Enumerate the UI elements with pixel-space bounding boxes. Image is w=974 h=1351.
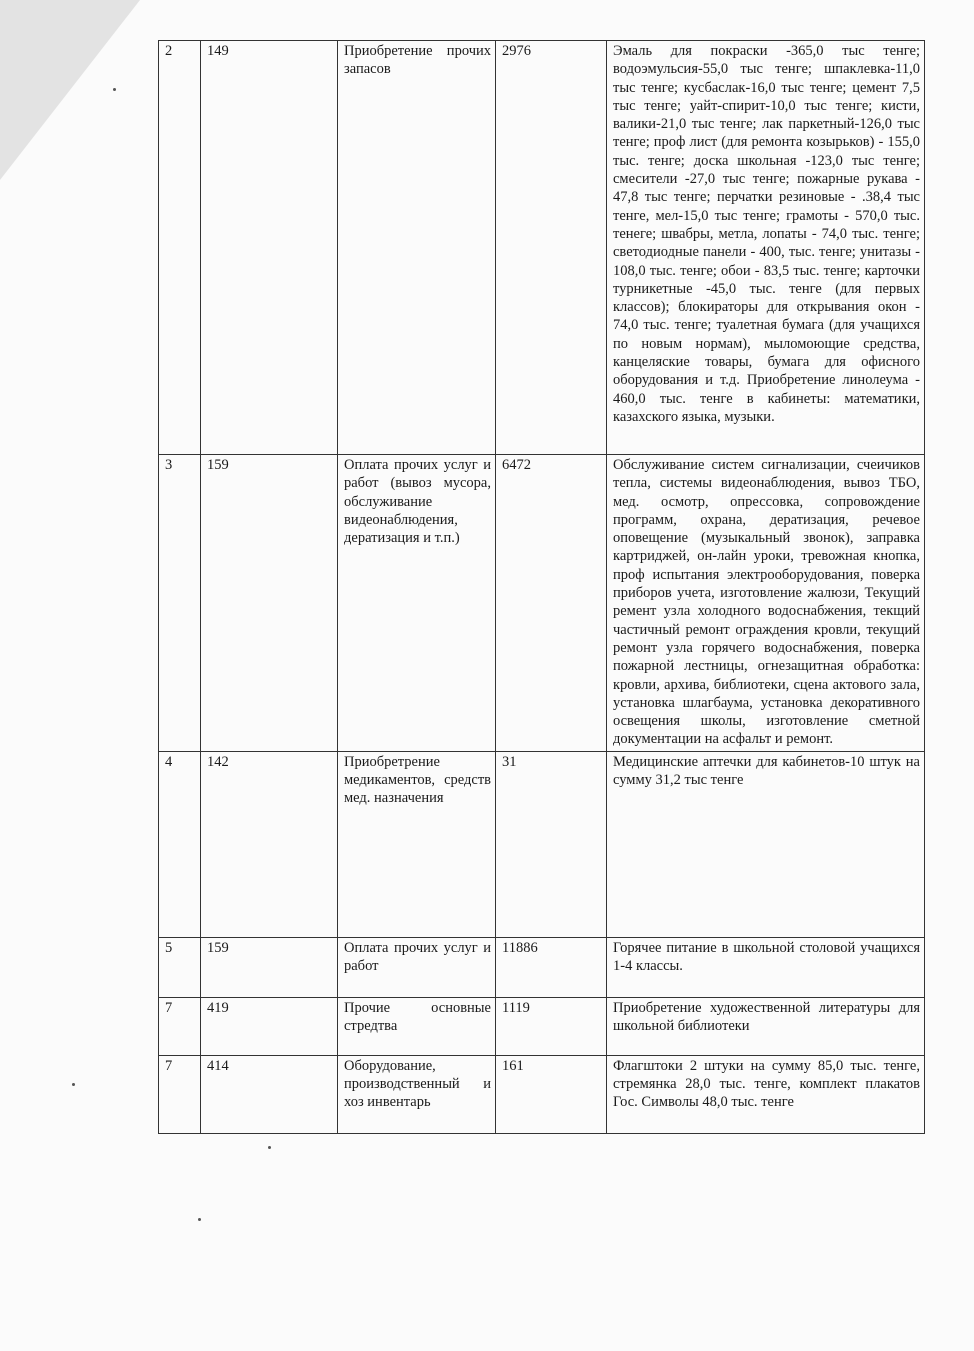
expense-name-cell: Оплата прочих услуг и работ — [338, 937, 496, 997]
scan-speck — [198, 1218, 201, 1221]
specificity-code-cell: 414 — [201, 1055, 338, 1133]
table-row — [159, 455, 925, 752]
expense-name-cell: Приобретение прочих запасов — [338, 41, 496, 455]
row-number-cell: 2 — [159, 41, 201, 455]
scan-speck — [268, 1146, 271, 1149]
row-number-cell: 5 — [159, 937, 201, 997]
table-row — [159, 1055, 925, 1133]
scan-speck — [113, 88, 116, 91]
row-number-cell: 3 — [159, 455, 201, 752]
expense-name-cell: Оплата прочих услуг и работ (вывоз мусора, обслуживание видеонаблюдения, дератизация и т.п.) — [338, 455, 496, 752]
row-number-cell: 4 — [159, 751, 201, 937]
scan-speck — [72, 1083, 75, 1086]
description-cell: Приобретение художественной литературы для школьной библиотеки — [607, 997, 925, 1055]
amount-cell: 11886 — [496, 937, 607, 997]
description-cell: Медицинские аптечки для кабинетов-10 штук на сумму 31,2 тыс тенге — [607, 751, 925, 937]
amount-cell: 1119 — [496, 997, 607, 1055]
specificity-code-cell: 142 — [201, 751, 338, 937]
expense-name-cell: Приобретрение медикаментов, средств мед. назначения — [338, 751, 496, 937]
description-cell: Флагштоки 2 штуки на сумму 85,0 тыс. тенге, стремянка 28,0 тыс. тенге, комплект плакатов Гос. Символы 48,0 тыс. тенге — [607, 1055, 925, 1133]
amount-cell: 31 — [496, 751, 607, 937]
table-row — [159, 751, 925, 937]
amount-cell: 6472 — [496, 455, 607, 752]
description-cell: Эмаль для покраски -365,0 тыс тенге; водоэмульсия-55,0 тыс тенге; шпаклевка-11,0 тыс тенге; кусбаслак-16,0 тыс тенге; цемент 7,5 тыс тенге; уайт-спирит-10,0 тыс тенге; кисти, валики-21,0 тыс тенге; лак паркетный-126,0 тыс тенге; проф лист (для ремонта козырьков) - 155,0 тыс. тенге; доска школьная -123,0 тыс тенге; смесители -27,0 тыс тенге; пожарные рукава - 47,8 тыс тенге; перчатки резиновые - .38,4 тыс тенге, мел-15,0 тыс тенге; грамоты - 570,0 тыс. тенеге; швабры, метла, лопаты - 74,0 тыс. тенге; светодиодные панели - 400, тыс. тенге; унитазы - 108,0 тыс. тенге; обои - 83,5 тыс. тенге; карточки турникетные -45,0 тыс. тенге (для первых классов); блокираторы для открывания окон - 74,0 тыс. тенге; туалетная бумага (для учащихся по новым нормам), мыломоющие средства, канцеляские товары, бумага для офисного оборудования и т.д. Приобретение линолеума - 460,0 тыс. тенге в кабинеты: математики, казахского языка, музыки. — [607, 41, 925, 455]
specificity-code-cell: 419 — [201, 997, 338, 1055]
expense-name-cell: Прочие основные стредтва — [338, 997, 496, 1055]
specificity-code-cell: 149 — [201, 41, 338, 455]
specificity-code-cell: 159 — [201, 455, 338, 752]
row-number-cell: 7 — [159, 997, 201, 1055]
table-row — [159, 937, 925, 997]
table-row — [159, 41, 925, 455]
amount-cell: 2976 — [496, 41, 607, 455]
table-row — [159, 997, 925, 1055]
budget-table — [158, 40, 925, 1134]
amount-cell: 161 — [496, 1055, 607, 1133]
description-cell: Обслуживание систем сигнализации, счеичиков тепла, системы видеонаблюдения, вывоз ТБО, мед. осмотр, опрессовка, сопровождение программ, охрана, дератизация, речевое оповещение (музыкальный звонок), заправка картриджей, он-лайн уроки, тревожная кнопка, проф испытания электрооборудования, поверка приборов учета, изготовление жалюзи, Текущий ремент узла холодного водоснабжения, текщий частичный ремонт ограждения кровли, текущий ремонт узла горячего водоснабжения, поверка пожарной лестницы, огнезащитная обработка: кровли, архива, библиотеки, сцена актового зала, установка шлагбаума, установка декоративного освещения школы, изготовление сметной документации на асфальт и ремонт. — [607, 455, 925, 752]
description-cell: Горячее питание в школьной столовой учащихся 1-4 классы. — [607, 937, 925, 997]
expense-name-cell: Оборудование, производственный и хоз инвентарь — [338, 1055, 496, 1133]
row-number-cell: 7 — [159, 1055, 201, 1133]
folded-corner — [0, 0, 140, 180]
specificity-code-cell: 159 — [201, 937, 338, 997]
